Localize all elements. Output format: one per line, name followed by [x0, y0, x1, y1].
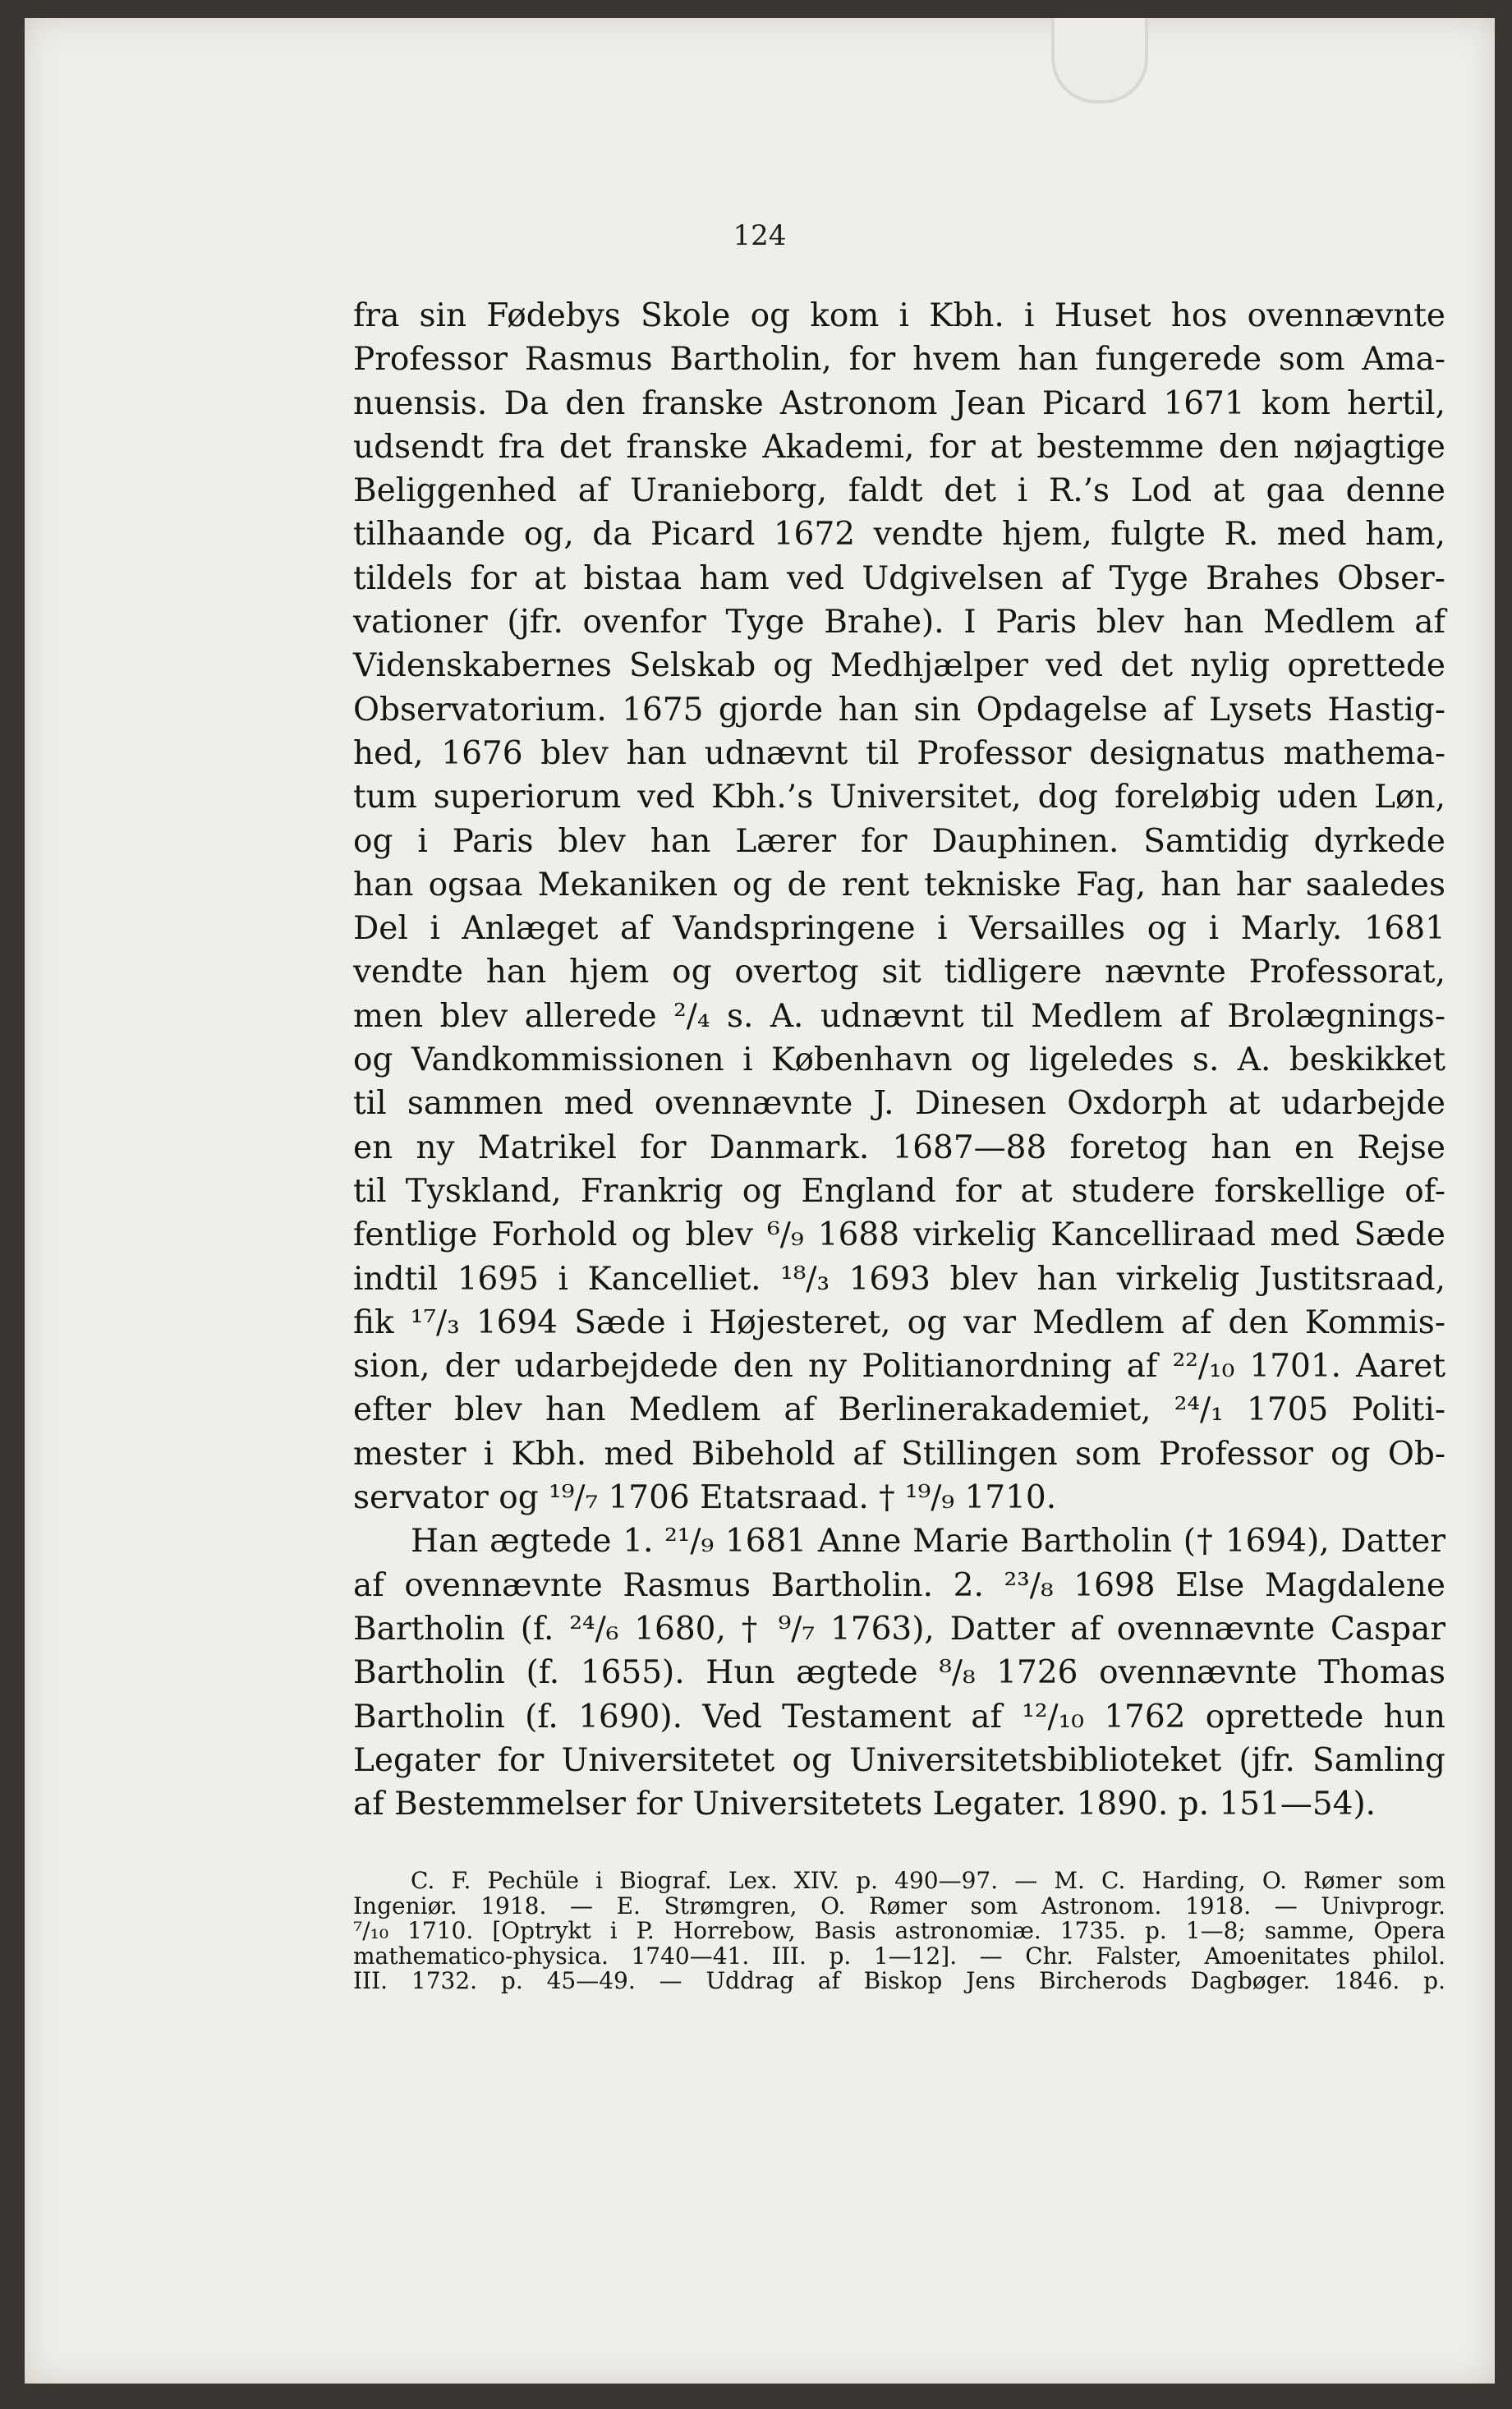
reference-line: Ingeniør. 1918. — E. Strømgren, O. Rømer som Astronom. 1918. — Univprogr. [353, 1892, 1445, 1919]
text-line: indtil 1695 i Kancelliet. ¹⁸/₃ 1693 blev han virkelig Justitsraad, [353, 1260, 1445, 1298]
text-line: han ogsaa Mekaniken og de rent tekniske Fag, han har saaledes [353, 866, 1445, 903]
text-line: mester i Kbh. med Bibehold af Stillingen som Professor og Ob- [353, 1435, 1445, 1473]
text-line: Legater for Universitetet og Universitetsbiblioteket (jfr. Samling [353, 1741, 1445, 1779]
text-line: fentlige Forhold og blev ⁶/₉ 1688 virkelig Kancelliraad med Sæde [353, 1216, 1445, 1254]
text-line: tilhaande og, da Picard 1672 vendte hjem, fulgte R. med ham, [353, 516, 1445, 554]
text-line: sion, der udarbejdede den ny Politianordning af ²²/₁₀ 1701. Aaret [353, 1348, 1445, 1386]
text-line: nuensis. Da den franske Astronom Jean Picard 1671 kom hertil, [353, 384, 1445, 422]
text-line: Bartholin (f. 1655). Hun ægtede ⁸/₈ 1726 ovennævnte Thomas [353, 1654, 1445, 1692]
reference-line: C. F. Pechüle i Biograf. Lex. XIV. p. 490—97. — M. C. Harding, O. Rømer som [411, 1867, 1445, 1894]
text-line: tildels for at bistaa ham ved Udgivelsen af Tyge Brahes Obser- [353, 559, 1445, 597]
text-line: tum superiorum ved Kbh.’s Universitet, dog foreløbig uden Løn, [353, 779, 1445, 816]
text-line: men blev allerede ²/₄ s. A. udnævnt til Medlem af Brolægnings- [353, 997, 1445, 1035]
text-line: en ny Matrikel for Danmark. 1687—88 foretog han en Rejse [353, 1129, 1445, 1166]
text-line: efter blev han Medlem af Berlinerakademiet, ²⁴/₁ 1705 Politi- [353, 1391, 1445, 1429]
text-line: fra sin Fødebys Skole og kom i Kbh. i Huset hos ovennævnte [353, 297, 1445, 334]
text-line: og Vandkommissionen i København og ligeledes s. A. beskikket [353, 1041, 1445, 1079]
text-line: Beliggenhed af Uranieborg, faldt det i R.’s Lod at gaa denne [353, 472, 1445, 510]
text-line: servator og ¹⁹/₇ 1706 Etatsraad. † ¹⁹/₉ 1710. [353, 1479, 1057, 1517]
reference-line: mathematico-physica. 1740—41. III. p. 1—12]. — Chr. Falster, Amoenitates philol. [353, 1942, 1445, 1970]
text-line: Observatorium. 1675 gjorde han sin Opdagelse af Lysets Hastig- [353, 691, 1445, 729]
references [353, 1869, 1445, 1994]
text-line: fik ¹⁷/₃ 1694 Sæde i Højesteret, og var Medlem af den Kommis- [353, 1303, 1445, 1341]
body-text [353, 294, 1445, 1826]
text-line: udsendt fra det franske Akademi, for at bestemme den nøjagtige [353, 428, 1445, 466]
text-line: og i Paris blev han Lærer for Dauphinen. Samtidig dyrkede [353, 822, 1445, 860]
page-number: 124 [733, 219, 787, 252]
text-line: til sammen med ovennævnte J. Dinesen Oxdorph at udarbejde [353, 1085, 1445, 1123]
text-line: af ovennævnte Rasmus Bartholin. 2. ²³/₈ 1698 Else Magdalene [353, 1566, 1445, 1604]
text-line: Videnskabernes Selskab og Medhjælper ved det nylig oprettede [353, 647, 1445, 685]
text-line: hed, 1676 blev han udnævnt til Professor designatus mathema- [353, 734, 1445, 772]
text-line: vationer (jfr. ovenfor Tyge Brahe). I Paris blev han Medlem af [353, 604, 1445, 641]
reference-line: ⁷/₁₀ 1710. [Optrykt i P. Horrebow, Basis astronomiæ. 1735. p. 1—8; samme, Opera [353, 1917, 1445, 1944]
text-line: Han ægtede 1. ²¹/₉ 1681 Anne Marie Bartholin († 1694), Datter [411, 1523, 1445, 1561]
text-line: Bartholin (f. 1690). Ved Testament af ¹²/₁₀ 1762 oprettede hun [353, 1698, 1445, 1735]
text-line: Del i Anlæget af Vandspringene i Versailles og i Marly. 1681 [353, 910, 1445, 948]
bookmark-tab [1051, 18, 1148, 103]
text-line: Bartholin (f. ²⁴/₆ 1680, † ⁹/₇ 1763), Datter af ovennævnte Caspar [353, 1610, 1445, 1648]
book-page [25, 18, 1495, 2384]
text-line: af Bestemmelser for Universitetets Legater. 1890. p. 151—54). [353, 1786, 1376, 1823]
text-line: til Tyskland, Frankrig og England for at studere forskellige of- [353, 1172, 1445, 1210]
text-line: vendte han hjem og overtog sit tidligere nævnte Professorat, [353, 954, 1445, 991]
text-line: Professor Rasmus Bartholin, for hvem han fungerede som Ama- [353, 341, 1445, 379]
reference-line: III. 1732. p. 45—49. — Uddrag af Biskop Jens Bircherods Dagbøger. 1846. p. [353, 1967, 1445, 1994]
